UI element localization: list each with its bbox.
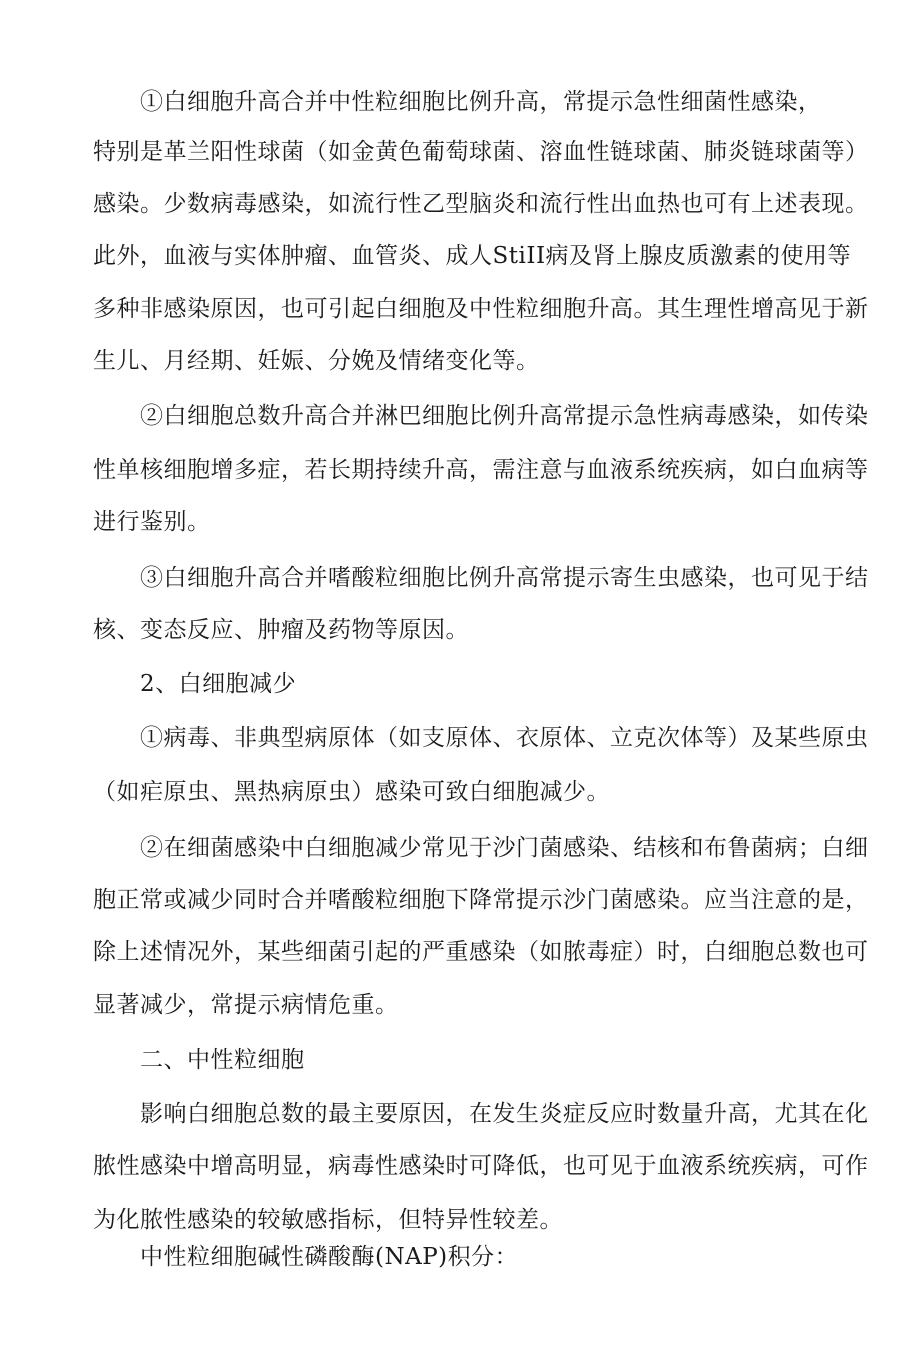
paragraph-line: 显著减少，常提示病情危重。 — [93, 992, 399, 1018]
paragraph-line: 此外，血液与实体肿瘤、血管炎、成人StiII病及肾上腺皮质激素的使用等 — [93, 243, 852, 269]
paragraph-line: 胞正常或减少同时合并嗜酸粒细胞下降常提示沙门菌感染。应当注意的是， — [93, 887, 869, 913]
paragraph-line: ①白细胞升高合并中性粒细胞比例升高，常提示急性细菌性感染， — [140, 89, 822, 115]
paragraph-line: 中性粒细胞碱性磷酸酶(NAP)积分： — [140, 1244, 519, 1270]
paragraph-line: 脓性感染中增高明显，病毒性感染时可降低，也可见于血液系统疾病，可作 — [93, 1153, 869, 1179]
paragraph-line: 特别是革兰阳性球菌（如金黄色葡萄球菌、溶血性链球菌、肺炎链球菌等） — [93, 139, 869, 165]
paragraph-line: ③白细胞升高合并嗜酸粒细胞比例升高常提示寄生虫感染，也可见于结 — [140, 565, 869, 591]
paragraph-line: 进行鉴别。 — [93, 509, 211, 535]
paragraph-line: 核、变态反应、肿瘤及药物等原因。 — [93, 617, 469, 643]
paragraph-line: 多种非感染原因，也可引起白细胞及中性粒细胞升高。其生理性增高见于新 — [93, 296, 869, 322]
paragraph-line: ②在细菌感染中白细胞减少常见于沙门菌感染、结核和布鲁菌病；白细 — [140, 835, 869, 861]
paragraph-line: 感染。少数病毒感染，如流行性乙型脑炎和流行性出血热也可有上述表现。 — [93, 191, 869, 217]
paragraph-line: 性单核细胞增多症，若长期持续升高，需注意与血液系统疾病，如白血病等 — [93, 457, 869, 483]
paragraph-line: 除上述情况外，某些细菌引起的严重感染（如脓毒症）时，白细胞总数也可 — [93, 939, 869, 965]
paragraph-line: （如疟原虫、黑热病原虫）感染可致白细胞减少。 — [93, 779, 610, 805]
paragraph-line: ②白细胞总数升高合并淋巴细胞比例升高常提示急性病毒感染，如传染 — [140, 403, 869, 429]
paragraph-line: 为化脓性感染的较敏感指标，但特异性较差。 — [93, 1207, 563, 1233]
section-heading: 二、中性粒细胞 — [140, 1047, 305, 1073]
section-heading: 2、白细胞减少 — [140, 671, 297, 697]
paragraph-line: 生儿、月经期、妊娠、分娩及情绪变化等。 — [93, 348, 540, 374]
paragraph-line: 影响白细胞总数的最主要原因，在发生炎症反应时数量升高，尤其在化 — [140, 1101, 869, 1127]
paragraph-line: ①病毒、非典型病原体（如支原体、衣原体、立克次体等）及某些原虫 — [140, 725, 869, 751]
